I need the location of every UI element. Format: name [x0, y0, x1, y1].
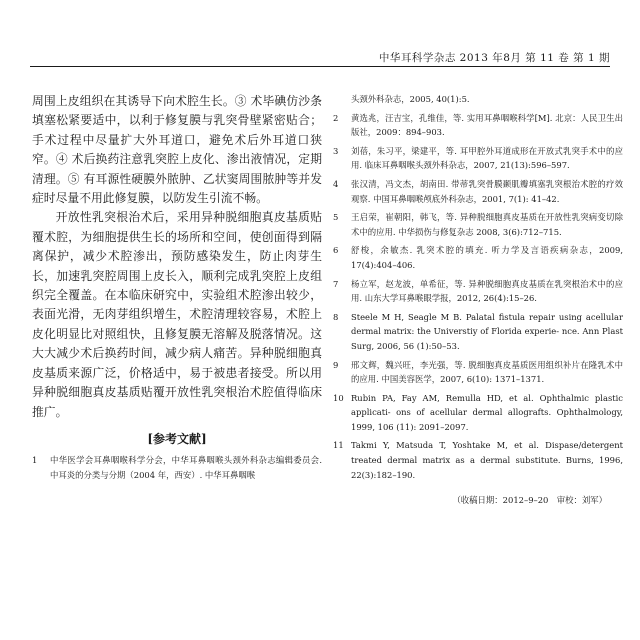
reference-number: 8 — [333, 311, 339, 322]
reference-text: Rubin PA, Fay AM, Remulla HD, et al. Ophthalmic plastic applicati- ons of acellular dermal allografts. Ophthalmology, 1999, 106 (11): 2091–2097. — [351, 392, 623, 432]
reference-item — [333, 277, 623, 306]
reference-number: 2 — [333, 112, 339, 123]
reference-text: 头颈外科杂志，2005, 40(1):5. — [351, 94, 470, 104]
reference-item — [333, 144, 623, 173]
reference-text: 舒梭，余敏杰. 乳突术腔的填充. 听力学及言语疾病杂志，2009, 17(4):404–406. — [351, 245, 623, 270]
body-paragraph-2: 开放性乳突根治术后，采用异种脱细胞真皮基质贴覆术腔，为细胞提供生长的场所和空间，使创面得到隔离保护，减少术腔渗出，预防感染发生，防止肉芽生长，加速乳突腔周围上皮长入，顺利完成乳突腔上皮组织完全覆盖。在本临床研究中，实验组术腔渗出较少，表面光滑，无肉芽组织增生，术腔清理较容易，术腔上皮化明显比对照组快，且修复膜无溶解及脱落情况。这大大减少术后换药时间，减少病人痛苦。异种脱细胞真皮基质来源广泛，价格适中，易于被患者接受。所以用异种脱细胞真皮基质贴覆开放性乳突根治术腔值得临床推广。 — [32, 210, 322, 419]
reference-item — [333, 210, 623, 239]
reference-item — [32, 453, 322, 482]
reference-number: 10 — [333, 392, 344, 403]
reference-continuation — [333, 92, 623, 107]
reference-item — [333, 243, 623, 272]
reference-text: 中华医学会耳鼻咽喉科学分会，中华耳鼻咽喉头颈外科杂志编辑委员会. 中耳炎的分类与分期（2004 年，西安）. 中华耳鼻咽喉 — [50, 454, 322, 480]
body-paragraph-1: 周围上皮组织在其诱导下向术腔生长。③ 术毕碘仿沙条填塞松紧要适中，以利于修复膜与乳突骨壁紧密贴合；手术过程中尽量扩大外耳道口，避免术后外耳道口狭窄。④ 术后换药注意乳突腔上皮化、渗出液情况，定期清理。⑤ 有耳源性硬膜外脓肿、乙状窦周围脓肿等并发症时尽量不用此修复膜，以防发生引流不畅。 — [32, 94, 322, 206]
reference-text: Takmi Y, Matsuda T, Yoshtake M, et al. Dispase/detergent treated dermal matrix as a dermal substitute. Burns, 1996, 22(3):182–190. — [351, 440, 623, 480]
reference-number: 5 — [333, 212, 339, 223]
reference-number: 9 — [333, 359, 339, 370]
left-column — [32, 92, 322, 484]
reference-number: 6 — [333, 245, 339, 256]
running-header: 中华耳科学杂志 2013 年8月 第 11 卷 第 1 期 — [378, 52, 610, 64]
reference-item — [333, 177, 623, 206]
references-heading: [参考文献] — [147, 431, 207, 446]
reference-text: 张汉清，冯文杰，胡南田. 带蒂乳突骨膜颞肌瓣填塞乳突根治术腔的疗效观察. 中国耳鼻咽喉颅底外科杂志，2001, 7(1): 41–42. — [351, 178, 623, 204]
reference-text: 邢文辉，魏兴旺，李光强，等. 脱细胞真皮基质医用组织补片在隆乳术中的应用. 中国美容医学，2007, 6(10): 1371–1371. — [351, 359, 623, 385]
reference-item — [333, 111, 623, 140]
received-date: （收稿日期：2012–9–20 审校：刘军） — [452, 495, 607, 506]
reference-number: 1 — [32, 454, 38, 465]
header-rule — [30, 66, 610, 67]
reference-item — [333, 358, 623, 387]
reference-text: 杨立军，赵龙波，单希征，等. 异种脱细胞真皮基质在乳突根治术中的应用. 山东大学耳鼻喉眼学报，2012, 26(4):15–26. — [351, 278, 623, 304]
reference-number: 4 — [333, 178, 339, 189]
reference-text: 王启荣，崔朝阳，韩飞，等. 异种脱细胞真皮基质在开放性乳突病变切除术中的应用. 中华损伤与修复杂志 2008, 3(6):712–715. — [351, 212, 623, 237]
reference-item — [333, 438, 623, 482]
reference-item — [333, 391, 623, 435]
reference-text: 黄选兆，汪吉宝，孔维佳，等. 实用耳鼻咽喉科学[M]. 北京：人民卫生出版社，2009：894–903. — [351, 112, 623, 138]
reference-item — [333, 310, 623, 354]
reference-text: Steele M H, Seagle M B. Palatal fistula repair using acellular dermal matrix: the Universtiy of Florida experie- nce. Ann Plast Surg, 2006, 56 (1):50–53. — [351, 311, 623, 351]
reference-number: 11 — [333, 440, 344, 451]
reference-number: 3 — [333, 145, 339, 156]
right-column — [333, 92, 623, 506]
reference-number: 7 — [333, 278, 339, 289]
reference-text: 刘蓓，朱习平，梁建平，等. 耳甲腔外耳道成形在开放式乳突手术中的应用. 临床耳鼻咽喉头颈外科杂志，2007, 21(13):596–597. — [351, 145, 623, 171]
